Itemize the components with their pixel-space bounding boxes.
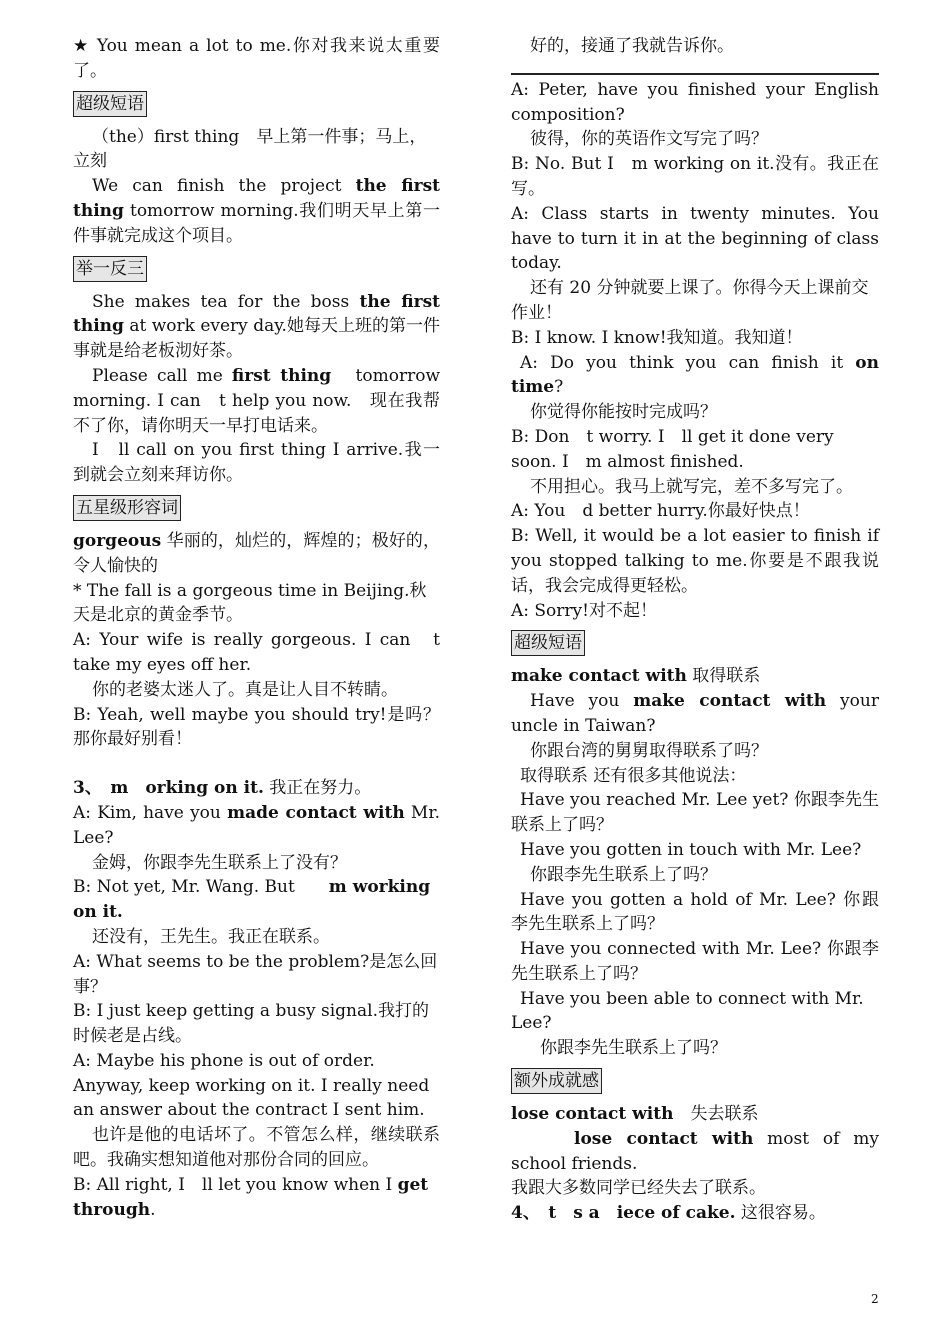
dialogue-line: A: You d better hurry.你最好快点！ <box>511 501 810 522</box>
dialogue-line: B: Not yet, Mr. Wang. But m working on it. <box>73 877 431 923</box>
dialogue-line: B: All right, I ll let you know when I get through. <box>73 1174 429 1220</box>
dialogue-translation: 你的老婆太迷人了。真是让人目不转睛。 <box>92 679 398 700</box>
dialogue-line: B: Don t worry. I ll get it done very soon. I m almost finished. <box>511 426 834 472</box>
dialogue-line: B: Yeah, well maybe you should try!是吗？那你最好别看！ <box>73 704 440 750</box>
dialogue-line: B: No. But I m working on it.没有。我正在写。 <box>511 154 879 199</box>
dialogue-line: B: I just keep getting a busy signal.我打的时候老是占线。 <box>73 1001 429 1047</box>
example-translation: 我跟大多数同学已经失去了联系。 <box>511 1178 766 1199</box>
section-heading: 4、 t s a iece of cake. 这很容易。 <box>511 1203 826 1224</box>
dialogue-line: A: Kim, have you made contact with Mr. Lee? <box>73 802 440 848</box>
right-column <box>511 34 879 1226</box>
dialogue-translation: 你觉得你能按时完成吗？ <box>530 402 717 423</box>
dialogue-translation: 彼得，你的英语作文写完了吗？ <box>530 129 768 150</box>
dialogue-line: B: I know. I know!我知道。我知道！ <box>511 327 803 348</box>
dialogue-translation: 也许是他的电话坏了。不管怎么样，继续联系吧。我确实想知道他对那份合同的回应。 <box>73 1125 440 1171</box>
phrase-definition: （the）first thing 早上第一件事；马上，立刻 <box>73 126 427 172</box>
example-sentence: * The fall is a gorgeous time in Beijing.秋天是北京的黄金季节。 <box>73 580 427 626</box>
dialogue-line: A: Class starts in twenty minutes. You have to turn it in at the beginning of class today. <box>511 203 879 274</box>
example-sentence: Please call me first thing tomorrow morning. I can t help you now. 现在我帮不了你，请你明天一早打电话来。 <box>73 365 441 436</box>
example-sentence: Have you gotten a hold of Mr. Lee? 你跟李先生联系上了吗？ <box>511 889 879 935</box>
section-label: 超级短语 <box>73 91 147 117</box>
example-sentence: We can finish the project the first thing tomorrow morning.我们明天早上第一件事就完成这个项目。 <box>73 176 441 246</box>
section-label: 举一反三 <box>73 256 147 282</box>
adjective-definition: gorgeous 华丽的，灿烂的，辉煌的；极好的，令人愉快的 <box>73 530 440 576</box>
dialogue-line: A: Your wife is really gorgeous. I can t take my eyes off her. <box>73 630 440 675</box>
dialogue-line: A: Do you think you can finish it on time? <box>511 352 879 398</box>
section-label: 五星级形容词 <box>73 495 181 521</box>
example-sentence: lose contact with most of my school friends. <box>511 1128 880 1174</box>
example-sentence: Have you connected with Mr. Lee? 你跟李先生联系上了吗？ <box>511 939 879 984</box>
dialogue-translation: 好的，接通了我就告诉你。 <box>530 36 734 56</box>
example-sentence: Have you make contact with your uncle in Taiwan? <box>511 691 879 736</box>
example-sentence: Have you gotten in touch with Mr. Lee? <box>520 839 862 860</box>
example-sentence: Have you been able to connect with Mr. Lee? <box>511 988 864 1034</box>
dialogue-translation: 还没有，王先生。我正在联系。 <box>92 926 330 947</box>
dialogue-line: A: Maybe his phone is out of order. Anyway, keep working on it. I really need an answer about the contract I sent him. <box>73 1050 430 1121</box>
example-sentence: I ll call on you first thing I arrive.我一到就会立刻来拜访你。 <box>73 440 440 486</box>
note: 取得联系 还有很多其他说法： <box>520 765 747 786</box>
paragraph: ★ You mean a lot to me.你对我来说太重要了。 <box>73 36 440 81</box>
example-sentence: She makes tea for the boss the first thing at work every day.她每天上班的第一件事就是给老板沏好茶。 <box>73 291 440 362</box>
section-label: 超级短语 <box>511 630 585 656</box>
dialogue-line: A: Sorry!对不起！ <box>511 600 657 621</box>
divider <box>511 73 879 75</box>
page-number: 2 <box>871 1292 879 1306</box>
dialogue-translation: 金姆，你跟李先生联系上了没有？ <box>92 852 347 873</box>
example-translation: 你跟台湾的舅舅取得联系了吗？ <box>530 740 768 761</box>
phrase-definition: make contact with 取得联系 <box>511 666 761 687</box>
dialogue-line: A: Peter, have you finished your English composition? <box>511 79 879 125</box>
section-label: 额外成就感 <box>511 1068 602 1094</box>
dialogue-translation: 还有 20 分钟就要上课了。你得今天上课前交作业！ <box>511 278 869 323</box>
phrase-definition: lose contact with 失去联系 <box>511 1104 759 1125</box>
example-sentence: Have you reached Mr. Lee yet? 你跟李先生联系上了吗？ <box>511 790 879 836</box>
example-translation: 你跟李先生联系上了吗？ <box>530 864 717 885</box>
example-translation: 你跟李先生联系上了吗？ <box>540 1038 727 1059</box>
left-column <box>73 34 440 1222</box>
section-heading: 3、 m orking on it. 我正在努力。 <box>73 778 372 799</box>
dialogue-line: A: What seems to be the problem?是怎么回事？ <box>73 951 438 997</box>
dialogue-line: B: Well, it would be a lot easier to finish if you stopped talking to me.你要是不跟我说话，我会完成得更轻松。 <box>511 526 879 596</box>
dialogue-translation: 不用担心。我马上就写完，差不多写完了。 <box>530 476 853 497</box>
